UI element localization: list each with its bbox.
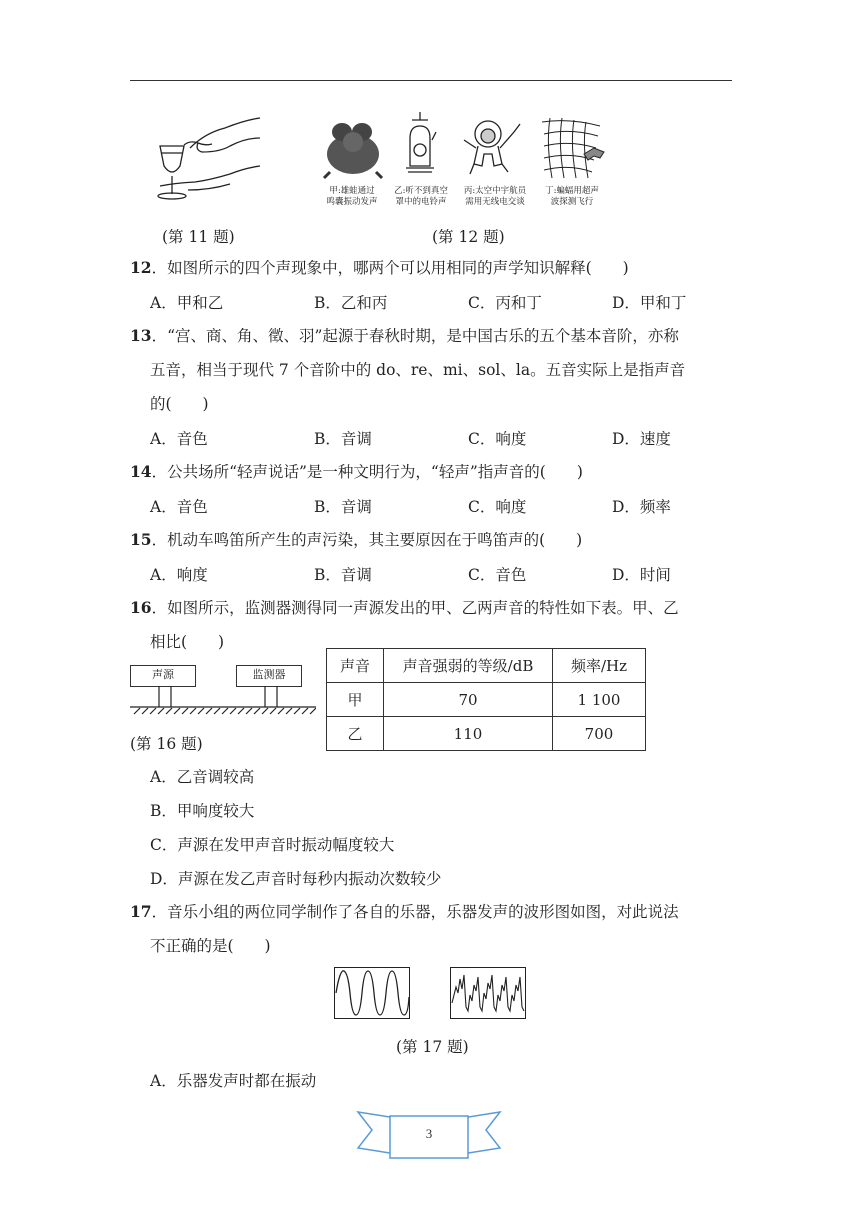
table-header-row: [327, 649, 646, 683]
question-13-stem-line-3: 的( ): [150, 395, 209, 413]
figure-11-caption: (第 11 题): [162, 228, 235, 246]
astronaut-illustration: [460, 114, 522, 180]
question-text: ．音乐小组的两位同学制作了各自的乐器，乐器发声的波形图如图，对此说法: [151, 903, 679, 921]
q12-option-a: A．甲和乙: [150, 294, 224, 312]
waveform-irregular-illustration: [450, 967, 526, 1019]
q12-option-d: D．甲和丁: [612, 294, 687, 312]
q13-option-a: A．音色: [150, 430, 208, 448]
table-row: [327, 717, 646, 751]
q16-option-c: C．声源在发甲声音时振动幅度较大: [150, 836, 395, 854]
header-rule: [130, 80, 732, 81]
figure-12-label-line: 乙:听不到真空: [394, 186, 448, 196]
table-cell: 1 100: [553, 683, 646, 717]
question-16-stem-line-1: [130, 597, 679, 619]
question-text: ．“宫、商、角、徵、羽”起源于春秋时期，是中国古乐的五个基本音阶，亦称: [151, 327, 679, 345]
question-16-stem-line-2: 相比( ): [150, 633, 225, 651]
q13-option-c: C．响度: [468, 430, 527, 448]
figure-12-label-line: 鸣囊振动发声: [326, 197, 378, 207]
monitor-box: 监测器: [236, 665, 302, 687]
figure-12-label-line: 波探测飞行: [550, 197, 594, 207]
table-header-cell: 声音强弱的等级/dB: [384, 649, 553, 683]
q14-option-a: A．音色: [150, 498, 208, 516]
question-number: 15: [130, 530, 152, 549]
figure-12-label-line: 甲:雄蛙通过: [329, 186, 375, 196]
figure-12-label-bing: [456, 186, 534, 208]
question-number: 12: [130, 258, 152, 277]
waveform-sine-illustration: [334, 967, 410, 1019]
figure-12-label-line: 需用无线电交谈: [465, 197, 525, 207]
question-14-stem: [130, 461, 583, 483]
sound-source-box: 声源: [130, 665, 196, 687]
q14-option-c: C．响度: [468, 498, 527, 516]
q17-option-a: A．乐器发声时都在振动: [150, 1072, 317, 1090]
q13-option-b: B．音调: [314, 430, 372, 448]
bell-jar-illustration: [402, 110, 438, 184]
question-13-stem-line-1: [130, 325, 679, 347]
table-cell: 700: [553, 717, 646, 751]
question-12-stem: [130, 257, 629, 279]
q12-option-c: C．丙和丁: [468, 294, 542, 312]
q16-option-d: D．声源在发乙声音时每秒内振动次数较少: [150, 870, 442, 888]
q16-option-a: A．乙音调较高: [150, 768, 255, 786]
figure-12-label-line: 丁:蝙蝠用超声: [545, 186, 599, 196]
figure-12-label-line: 丙:太空中宇航员: [463, 186, 527, 196]
question-text: ．如图所示，监测器测得同一声源发出的甲、乙两声音的特性如下表。甲、乙: [151, 599, 679, 617]
q15-option-a: A．响度: [150, 566, 208, 584]
q14-option-b: B．音调: [314, 498, 372, 516]
table-cell: 70: [384, 683, 553, 717]
q16-option-b: B．甲响度较大: [150, 802, 255, 820]
q15-option-b: B．音调: [314, 566, 372, 584]
page-number: 3: [425, 1126, 433, 1141]
table-row: [327, 683, 646, 717]
table-header-cell: 频率/Hz: [553, 649, 646, 683]
sound-characteristics-table: [326, 648, 646, 751]
bat-ultrasound-illustration: [540, 114, 606, 182]
question-number: 17: [130, 902, 152, 921]
figure-16-caption: (第 16 题): [130, 735, 203, 753]
figure-12-label-jia: [320, 186, 384, 208]
question-text: ．机动车鸣笛所产生的声污染，其主要原因在于鸣笛声的( ): [151, 531, 583, 549]
question-number: 13: [130, 326, 152, 345]
question-17-stem-line-2: 不正确的是( ): [150, 937, 271, 955]
figure-12-label-ding: [536, 186, 608, 208]
question-17-stem-line-1: [130, 901, 679, 923]
question-15-stem: [130, 529, 582, 551]
table-cell: 110: [384, 717, 553, 751]
q15-option-d: D．时间: [612, 566, 671, 584]
q14-option-d: D．频率: [612, 498, 671, 516]
figure-12-label-yi: [386, 186, 456, 208]
table-cell: 甲: [327, 683, 384, 717]
q12-option-b: B．乙和丙: [314, 294, 388, 312]
question-number: 14: [130, 462, 152, 481]
question-number: 16: [130, 598, 152, 617]
figure-12-caption: (第 12 题): [432, 228, 505, 246]
table-header-cell: 声音: [327, 649, 384, 683]
question-text: ．如图所示的四个声现象中，哪两个可以用相同的声学知识解释( ): [151, 259, 629, 277]
question-13-stem-line-2: 五音，相当于现代 7 个音阶中的 do、re、mi、sol、la。五音实际上是指声音: [150, 361, 686, 379]
frog-illustration: [322, 112, 384, 182]
figure-12-label-line: 罩中的电铃声: [395, 197, 447, 207]
figure-11-glass-illustration: [150, 108, 265, 208]
q15-option-c: C．音色: [468, 566, 527, 584]
q13-option-d: D．速度: [612, 430, 671, 448]
table-cell: 乙: [327, 717, 384, 751]
ground-illustration: [130, 686, 316, 716]
question-text: ．公共场所“轻声说话”是一种文明行为，“轻声”指声音的( ): [151, 463, 583, 481]
figure-17-caption: (第 17 题): [396, 1038, 469, 1056]
